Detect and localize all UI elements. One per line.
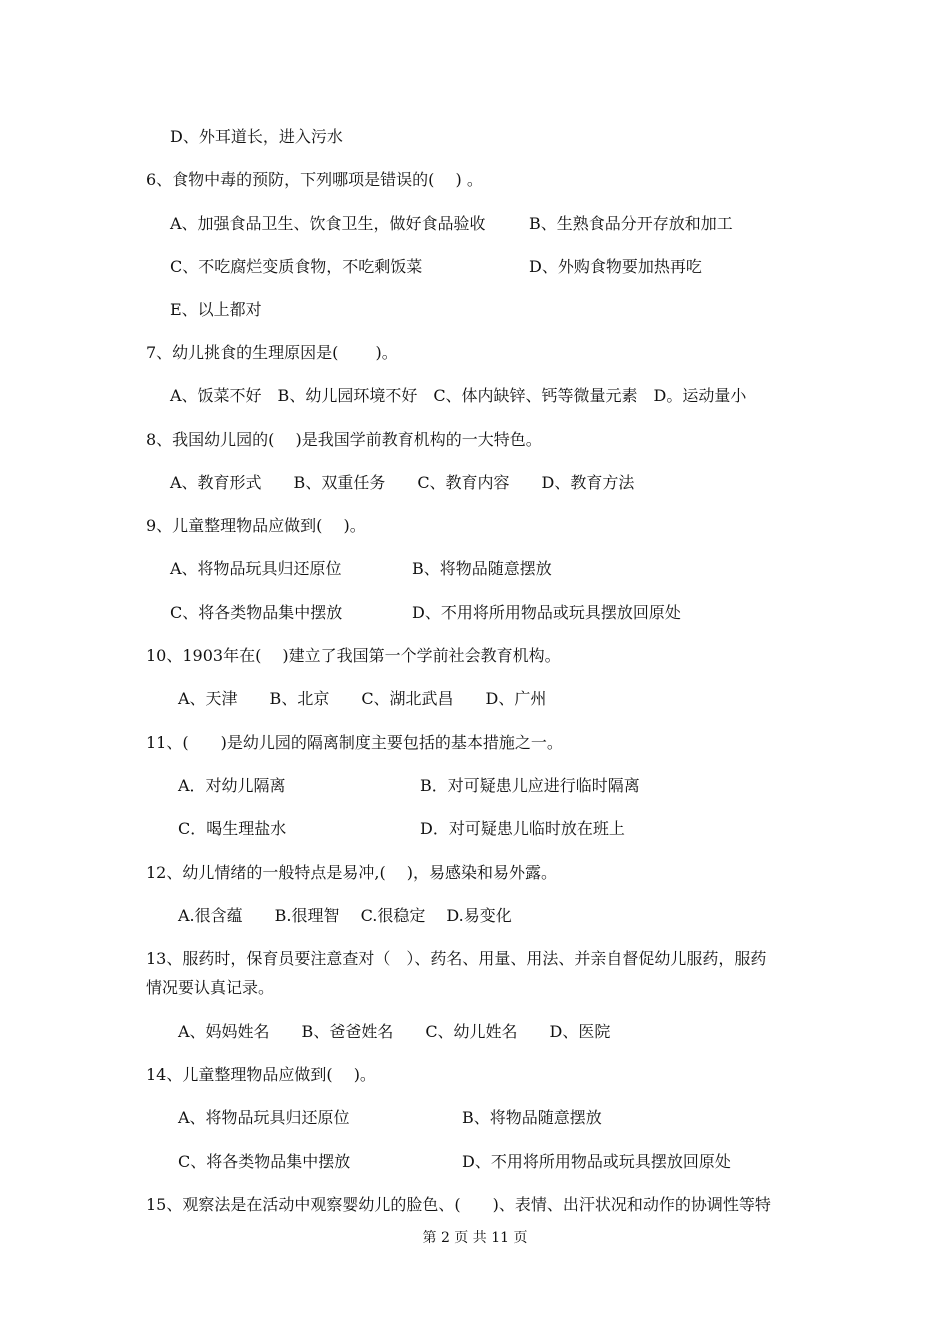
option-14b: B、将物品随意摆放: [462, 1108, 602, 1127]
option-9a: A、将物品玩具归还原位: [170, 559, 342, 578]
option-6d: D、外购食物要加热再吃: [529, 257, 702, 276]
options-7: A、饭菜不好 B、幼儿园环境不好 C、体内缺锌、钙等微量元素 D。运动量小: [170, 386, 747, 405]
question-13: 13、服药时，保育员要注意查对（ ）、药名、用量、用法、并亲自督促幼儿服药，服药: [146, 949, 767, 968]
option-11b: B．对可疑患儿应进行临时隔离: [420, 776, 640, 795]
option-11a: A．对幼儿隔离: [178, 776, 286, 795]
question-8: 8、我国幼儿园的( )是我国学前教育机构的一大特色。: [146, 430, 542, 449]
option-14a: A、将物品玩具归还原位: [178, 1108, 350, 1127]
option-6c: C、不吃腐烂变质食物，不吃剩饭菜: [170, 257, 423, 276]
question-10: 10、1903年在( )建立了我国第一个学前社会教育机构。: [146, 646, 561, 665]
options-12: A.很含蕴 B.很理智 C.很稳定 D.易变化: [178, 906, 512, 925]
options-10: A、天津 B、北京 C、湖北武昌 D、广州: [178, 689, 547, 708]
question-15: 15、观察法是在活动中观察婴幼儿的脸色、( )、表情、出汗状况和动作的协调性等特: [146, 1195, 771, 1214]
option-9c: C、将各类物品集中摆放: [170, 603, 343, 622]
option-14d: D、不用将所用物品或玩具摆放回原处: [462, 1152, 731, 1171]
options-13: A、妈妈姓名 B、爸爸姓名 C、幼儿姓名 D、医院: [178, 1022, 611, 1041]
option-11d: D．对可疑患儿临时放在班上: [420, 819, 625, 838]
question-12: 12、幼儿情绪的一般特点是易冲,( )，易感染和易外露。: [146, 863, 558, 882]
option-6b: B、生熟食品分开存放和加工: [529, 214, 733, 233]
option-9b: B、将物品随意摆放: [412, 559, 552, 578]
option-9d: D、不用将所用物品或玩具摆放回原处: [412, 603, 681, 622]
question-11: 11、( )是幼儿园的隔离制度主要包括的基本措施之一。: [146, 733, 563, 752]
option-6e: E、以上都对: [170, 300, 262, 319]
option-6a: A、加强食品卫生、饮食卫生，做好食品验收: [170, 214, 486, 233]
question-9: 9、儿童整理物品应做到( )。: [146, 516, 366, 535]
question-13-continued: 情况要认真记录。: [146, 978, 275, 997]
options-8: A、教育形式 B、双重任务 C、教育内容 D、教育方法: [170, 473, 635, 492]
option-11c: C．喝生理盐水: [178, 819, 287, 838]
page-footer: 第 2 页 共 11 页: [422, 1230, 528, 1246]
question-14: 14、儿童整理物品应做到( )。: [146, 1065, 376, 1084]
option-5d: D、外耳道长，进入污水: [170, 127, 343, 146]
question-6: 6、食物中毒的预防，下列哪项是错误的( ) 。: [146, 170, 483, 189]
option-14c: C、将各类物品集中摆放: [178, 1152, 351, 1171]
question-7: 7、幼儿挑食的生理原因是( )。: [146, 343, 398, 362]
